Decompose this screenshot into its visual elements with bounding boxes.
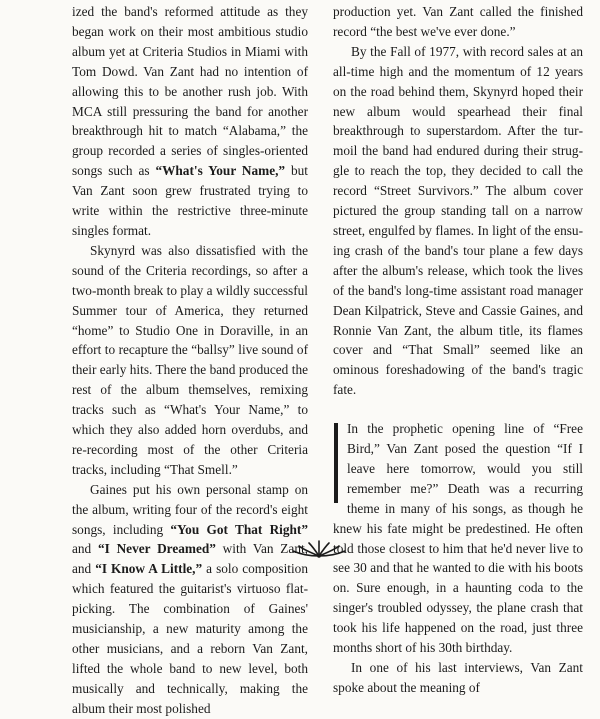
right-column xyxy=(333,2,583,698)
song-title-i-never-dreamed: “I Never Dreamed” xyxy=(97,541,216,557)
right-paragraph-3: In the prophetic opening line of “Free Bird,” Van Zant posed the question “If I leave here tomorrow, would you still remember me?” Death was a recurring theme in many of his songs, as though he knew his fate might be predestined. He often told those closest to him that he'd never live to see 30 and that he wanted to die with his boots on. Sure enough, in a haunting coda to the singer's troubled odyssey, the plane crash that took his life happened on the road, just three months short of his 30th birthday. xyxy=(333,421,583,656)
left-paragraph-1: ized the band's reformed attitude as they began work on their most ambitious studio album yet at Criteria Studios in Miami with Tom Dowd. Van Zant had no intention of allowing this to be another rush job. With MCA still pressuring the band for another breakthrough hit to match “Alabama,” the group recorded a series of singles-oriented songs such as “What's Your Name,” but Van Zant soon grew frustrated trying to write within the restrictive three-minute singles format. xyxy=(72,4,308,238)
left-paragraph-3: Gaines put his own personal stamp on the album, writing four of the record's eight songs, including “You Got That Right” and “I Never Dreamed” with Van Zant, and “I Know A Little,” a solo composition which featured the guitarist's virtuoso flat-picking. The combination of Gaines' musicianship, a new maturity among the other musicians, and a reborn Van Zant, lifted the whole band to new level, both musically and technically, making the album their most polished xyxy=(72,481,308,716)
section-start xyxy=(333,419,583,658)
flourish-ornament-icon xyxy=(290,538,348,558)
song-title-you-got-that-right: “You Got That Right” xyxy=(170,521,308,537)
right-paragraph-1: production yet. Van Zant called the finished record “the best we've ever done.” xyxy=(333,4,583,39)
song-title-whats-your-name: “What's Your Name,” xyxy=(155,163,286,179)
drop-cap-bar xyxy=(334,423,338,503)
song-title-i-know-a-little: “I Know A Little,” xyxy=(95,561,203,577)
right-paragraph-4: In one of his last interviews, Van Zant spoke about the meaning of xyxy=(333,660,583,695)
left-column xyxy=(72,2,308,719)
right-paragraph-2: By the Fall of 1977, with record sales at an all-time high and the momentum of 12 years on the road behind them, Skynyrd hoped their new album would spearhead their final breakthrough to superstardom. After the turmoil the band had endured during their struggle to reach the top, they decided to call the record “Street Survivors.” The album cover pictured the group standing tall on a narrow street, engulfed by flames. In light of the ensuing crash of the band's tour plane a few days after the album's release, which took the lives of the band's long-time assistant road manager Dean Kilpatrick, Steve and Cassie Gaines, and Ronnie Van Zant, the album title, its flames cover and “That Small” seemed like an ominous foreshadowing of the band's tragic fate. xyxy=(333,43,583,398)
left-paragraph-2: Skynyrd was also dissatisfied with the sound of the Criteria recordings, so after a two-month break to play a wildly successful Summer tour of America, they returned “home” to Studio One in Doraville, in an effort to recapture the “ballsy” live sound of their early hits. There the band produced the rest of the album themselves, remixing tracks such as “What's Your Name,” to which they also added horn overdubs, and re-recording most of the other Criteria tracks, including “That Smell.” xyxy=(72,242,308,477)
